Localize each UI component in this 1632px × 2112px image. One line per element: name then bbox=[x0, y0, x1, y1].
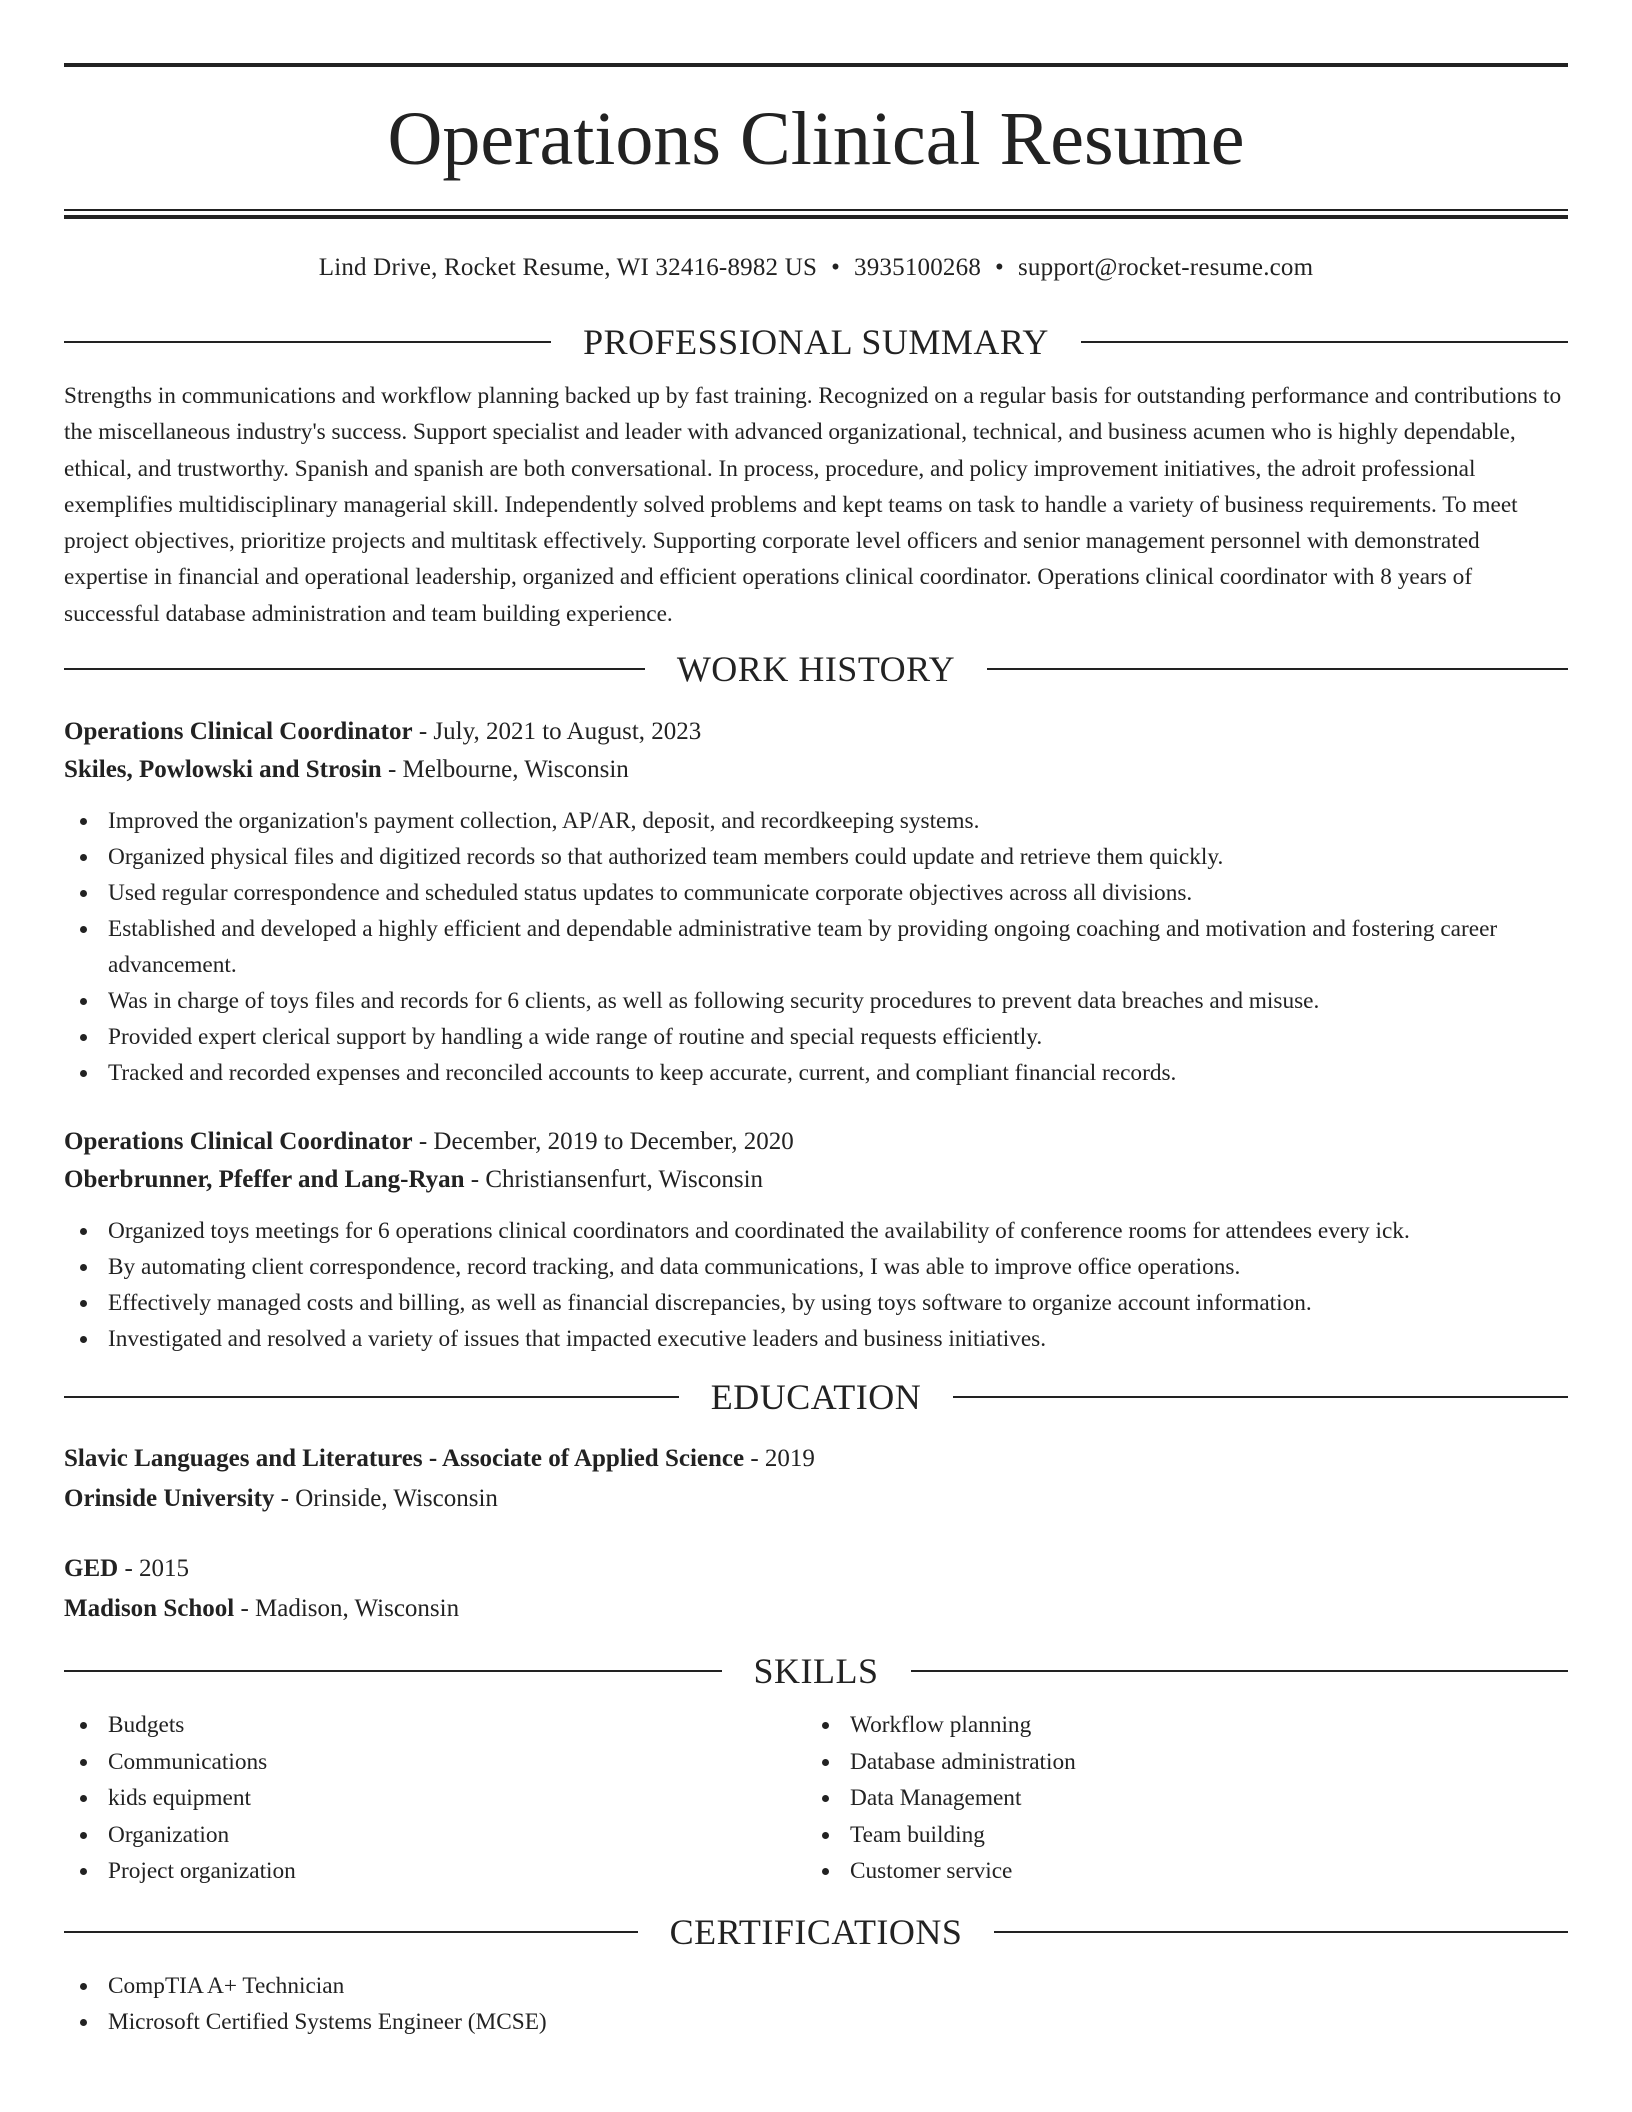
job-entry bbox=[64, 1123, 1568, 1357]
education-degree-line bbox=[64, 1439, 1568, 1479]
list-item: Team building bbox=[806, 1817, 1548, 1854]
resume-title: Operations Clinical Resume bbox=[387, 97, 1245, 181]
list-item: Microsoft Certified Systems Engineer (MCSE) bbox=[64, 2004, 1568, 2040]
section-rule bbox=[64, 341, 551, 343]
list-item: Database administration bbox=[806, 1744, 1548, 1781]
list-item: Communications bbox=[64, 1744, 806, 1781]
top-rule bbox=[64, 63, 1568, 67]
contact-address: Lind Drive, Rocket Resume, WI 32416-8982 US bbox=[318, 254, 818, 281]
resume-page bbox=[64, 0, 1568, 2040]
section-header-summary bbox=[64, 322, 1568, 362]
list-item: Project organization bbox=[64, 1853, 806, 1890]
job-company-line bbox=[64, 751, 1568, 789]
list-item: Used regular correspondence and scheduled status updates to communicate corporate objectives across all divisions. bbox=[64, 875, 1568, 911]
list-item: CompTIA A+ Technician bbox=[64, 1968, 1568, 2004]
job-company: Skiles, Powlowski and Strosin bbox=[64, 756, 382, 784]
list-item: Customer service bbox=[806, 1853, 1548, 1890]
job-dates: - December, 2019 to December, 2020 bbox=[412, 1128, 794, 1156]
education-year: - 2019 bbox=[744, 1445, 815, 1473]
list-item: Improved the organization's payment collection, AP/AR, deposit, and recordkeeping systems. bbox=[64, 803, 1568, 839]
section-rule bbox=[994, 1931, 1568, 1933]
education-location: - Madison, Wisconsin bbox=[234, 1595, 460, 1623]
section-rule bbox=[1081, 341, 1568, 343]
education-entry bbox=[64, 1549, 1568, 1629]
section-rule bbox=[64, 1670, 722, 1672]
job-bullets bbox=[64, 803, 1568, 1091]
section-header-certifications bbox=[64, 1912, 1568, 1952]
job-location: - Melbourne, Wisconsin bbox=[381, 756, 629, 784]
skills-list-left bbox=[64, 1707, 806, 1890]
job-bullets bbox=[64, 1213, 1568, 1357]
contact-email[interactable]: support@rocket-resume.com bbox=[1017, 254, 1314, 281]
list-item: Data Management bbox=[806, 1780, 1548, 1817]
list-item: Workflow planning bbox=[806, 1707, 1548, 1744]
job-entry bbox=[64, 713, 1568, 1091]
contact-separator: • bbox=[831, 254, 841, 281]
list-item: Investigated and resolved a variety of issues that impacted executive leaders and business initiatives. bbox=[64, 1321, 1568, 1357]
list-item: Tracked and recorded expenses and reconciled accounts to keep accurate, current, and compliant financial records. bbox=[64, 1055, 1568, 1091]
skills-columns bbox=[64, 1707, 1568, 1890]
education-degree-line bbox=[64, 1549, 1568, 1589]
section-rule bbox=[911, 1670, 1569, 1672]
section-title: WORK HISTORY bbox=[676, 649, 956, 690]
job-title: Operations Clinical Coordinator bbox=[64, 718, 413, 746]
certifications-list bbox=[64, 1968, 1568, 2040]
education-year: - 2015 bbox=[118, 1555, 190, 1583]
section-title: CERTIFICATIONS bbox=[669, 1911, 963, 1952]
job-company: Oberbrunner, Pfeffer and Lang-Ryan bbox=[64, 1166, 465, 1194]
list-item: Established and developed a highly efficient and dependable administrative team by providing ongoing coaching and motivation and fostering career advancement. bbox=[64, 911, 1568, 983]
list-item: Was in charge of toys files and records for 6 clients, as well as following security procedures to prevent data breaches and misuse. bbox=[64, 983, 1568, 1019]
contact-line bbox=[64, 253, 1568, 283]
summary-paragraph: Strengths in communications and workflow planning backed up by fast training. Recognized on a regular basis for outstanding performance and contributions to the miscellaneous industry's success. Support specialist and leader with advanced organizational, technical, and business acumen who is highly dependable, ethical, and trustworthy. Spanish and spanish are both conversational. In process, procedure, and policy improvement initiatives, the adroit professional exemplifies multidisciplinary managerial skill. Independently solved problems and kept teams on task to handle a variety of business requirements. To meet project objectives, prioritize projects and multitask effectively. Supporting corporate level officers and senior management personnel with demonstrated expertise in financial and operational leadership, organized and efficient operations clinical coordinator. Operations clinical coordinator with 8 years of successful database administration and team building experience. bbox=[64, 383, 1562, 627]
list-item: kids equipment bbox=[64, 1780, 806, 1817]
list-item: By automating client correspondence, record tracking, and data communications, I was able to improve office operations. bbox=[64, 1249, 1568, 1285]
section-title: SKILLS bbox=[753, 1651, 879, 1692]
job-company-line bbox=[64, 1161, 1568, 1199]
list-item: Provided expert clerical support by handling a wide range of routine and special requests efficiently. bbox=[64, 1019, 1568, 1055]
section-header-work bbox=[64, 649, 1568, 689]
list-item: Organized physical files and digitized records so that authorized team members could update and retrieve them quickly. bbox=[64, 839, 1568, 875]
list-item: Budgets bbox=[64, 1707, 806, 1744]
education-school: Madison School bbox=[64, 1595, 235, 1623]
section-rule bbox=[64, 668, 645, 670]
section-rule bbox=[64, 1396, 679, 1398]
list-item: Organization bbox=[64, 1817, 806, 1854]
section-title: EDUCATION bbox=[710, 1377, 922, 1418]
section-header-skills bbox=[64, 1651, 1568, 1691]
contact-separator: • bbox=[995, 254, 1004, 281]
section-title: PROFESSIONAL SUMMARY bbox=[583, 322, 1049, 362]
job-title-line bbox=[64, 713, 1568, 751]
skills-list-right bbox=[806, 1707, 1548, 1890]
job-dates: - July, 2021 to August, 2023 bbox=[412, 718, 702, 746]
list-item: Organized toys meetings for 6 operations clinical coordinators and coordinated the availability of conference rooms for attendees every ick. bbox=[64, 1213, 1568, 1249]
education-location: - Orinside, Wisconsin bbox=[274, 1485, 498, 1513]
section-header-education bbox=[64, 1377, 1568, 1417]
education-school-line bbox=[64, 1479, 1568, 1519]
section-rule bbox=[64, 1931, 638, 1933]
education-school-line bbox=[64, 1589, 1568, 1629]
title-double-rule bbox=[64, 209, 1568, 219]
job-location: - Christiansenfurt, Wisconsin bbox=[464, 1166, 764, 1194]
education-entry bbox=[64, 1439, 1568, 1519]
job-title: Operations Clinical Coordinator bbox=[64, 1128, 413, 1156]
contact-phone: 3935100268 bbox=[854, 254, 982, 281]
education-degree: Slavic Languages and Literatures - Associate of Applied Science bbox=[64, 1445, 745, 1473]
job-title-line bbox=[64, 1123, 1568, 1161]
section-rule bbox=[953, 1396, 1568, 1398]
list-item: Effectively managed costs and billing, as well as financial discrepancies, by using toys software to organize account information. bbox=[64, 1285, 1568, 1321]
section-rule bbox=[987, 668, 1568, 670]
education-degree: GED bbox=[64, 1555, 119, 1583]
education-school: Orinside University bbox=[64, 1485, 275, 1513]
